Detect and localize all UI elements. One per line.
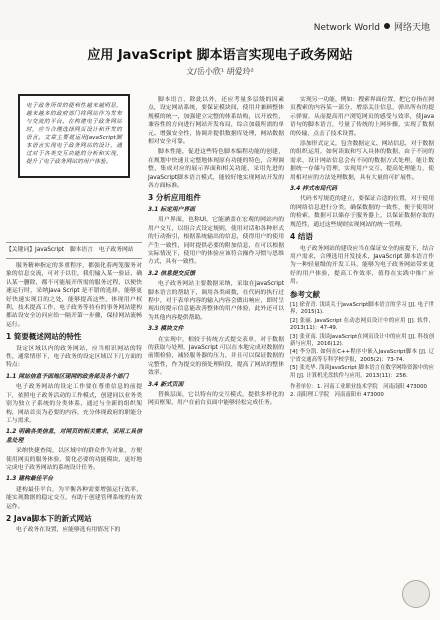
subsection-heading: 3.3 模块文件 bbox=[148, 326, 184, 333]
bullet-icon bbox=[384, 23, 390, 29]
subsection-heading: 3.4 样式布局代码 bbox=[290, 186, 338, 193]
paragraph: 脚本性能，促进这些特色脚本编程功能的创建，在规划中快速且完整地体现原有功能的特色，合理调整，集成对应的展示界面和相关功能，采用先进的JavaScript脚本语言模式，能较好地实现网站开发的各方面标准。 bbox=[148, 149, 284, 190]
section-name: 网络天地 bbox=[393, 23, 430, 33]
paragraph: 替换层面，它以特有的交互模式，提供多样化的网页框架，用户在前台页面中能够轻松完成任务。 bbox=[148, 392, 284, 407]
section-heading: 1 简要概述网站的特性 bbox=[6, 332, 82, 342]
reference-item: [4] 李分凯. 如何在C++程序中嵌入JavaScript脚本 [J]. 辽宁省交通高等专科学校学报，2005(2)：73-74. bbox=[290, 349, 434, 363]
library-stamp-icon bbox=[402, 580, 430, 608]
journal-name: Network World bbox=[313, 23, 380, 33]
paragraph: 电子政务网站的建设应当在保证安全的前提下，结合用户需求，合理选用开发技术，JavaScript 脚本语言作为一种轻量级的开发工具，能够为电子政务网站带来更好的用户体验，提高工作效率，值得在实践中推广应用。 bbox=[290, 245, 434, 286]
section-heading: 3 分析应用组件 bbox=[148, 193, 201, 203]
paragraph: 实现另一功能，例如：搜索界面位置，把它存指在网页搜索的内容某一部分，增添关注信息，弹出所有的提示弹窗，从而提高用户浏览网页的感受与效率，使Java 语句的脚本语言，号量了传统的上网步骤，实现了数据的传输，点击了技术设置。 bbox=[290, 97, 434, 137]
paragraph: 电子政务在设置，应能够选有用情况下的 bbox=[16, 527, 121, 534]
column-1 bbox=[6, 262, 142, 537]
divider bbox=[6, 242, 142, 243]
reference-item: [1] 徐青青. 浅谈关于JavaScript脚本语言的学习 [J]. 电子世界，2015(1). bbox=[290, 301, 434, 316]
reference-item: [3] 张亚南. 浅谈JavaScript在网页设计中的应用 [J]. 科技创新与应用，2016(12). bbox=[290, 333, 434, 347]
divider bbox=[6, 258, 142, 259]
reference-item: [5] 张光华. 浅谈JavaScript 脚本语言在数学网络资源中的应用 [J]. 计算机光盘软件与应用，2013(11)：256. bbox=[290, 365, 434, 379]
paragraph: 用户界面，也称UI，它能涵盖在宏观的网站内的用户交互，以组合式设定规则，使用对话和各种形式的行动指引，根据系统输出的信息，使得用户的使用产生一致性，同时提供必要的附加信息，在可以根据实际情况下，使用户的体验应该符合操作习惯与思维方式，具有一致性。 bbox=[148, 217, 284, 266]
paragraph: 服务精神指定的多重程序，都强化着两笼服务对象的信息交流，可对于以往，我们输入某一验证、确认某一删除，都不可能展开所需的服务过程，以便快速运行时，采纳Java Script 是不错的选择，能够更好快速实现目的之处，能够提高这些，体现用户权利，技术提高工作，电子政务等持有的事务网站建构都站设安全访问应给一隔开第一步骤，保持网站流畅运行。 bbox=[6, 263, 142, 328]
subsection-heading: 1.1 网站信息予面地区现网的政务部及各个部门 bbox=[6, 373, 129, 380]
journal-header bbox=[314, 20, 430, 33]
column-2 bbox=[148, 96, 284, 410]
paragraph: 设定区域以内的政务网站，应当相识网站的特性，通常情形下，电子政务的设定区域以下几方面的特点： bbox=[6, 345, 142, 369]
article-title: 应用 JavaScript 脚本语言实现电子政务网站 bbox=[87, 48, 353, 63]
paragraph: 添加形式定义，包含数据定义、网站信息，对于数据的组织运用，如何读取和写入具体的数据，由于不同的需求，设计网站信息会有不同的数据方式处理，能让数据统一存储与管理，实现用户交互、提高处理能力，使用相对应的方法处理数据，具有大量的可扩展性。 bbox=[290, 141, 434, 181]
subsection-heading: 1.2 明确各类信息，对网页的相关需求，采用工具信息处理 bbox=[6, 429, 142, 444]
section-heading: 4 结语 bbox=[290, 232, 313, 242]
paragraph: 脚本语言，除此以外，还应考量多层级的因素点，设定网站系统，要保证模块间，使用并兼顾整体规模的统一，加强建立完整的体系结构，以开放性，兼容性的方向进行网站开发布局，综合加载所需的单元、增强安全性，协调并提供数据库处理，网站数据相对安全可靠。 bbox=[148, 97, 284, 146]
abstract-text: 电子政务所带的便利性越来越明显，越来越多的政府部门将网站作为发布与交流的平台。在构建电子政务网站时，应当合理选择网页设计和开发的语言。文章主要就运用JavaScript脚本语言实现电子政务网站的设计，通过对于各类交互功能的分析和实现，提升了电子政务网站的用户体验。 bbox=[26, 103, 122, 165]
paragraph: 采纳快捷查阅，以区域中的群众作为对象，方便使用网页的服务体验，简化必要的功能模块，更好地完成电子政务网站的系统设计任务。 bbox=[6, 448, 142, 471]
subsection-heading: 3.4 新式页面 bbox=[148, 381, 184, 388]
column-3 bbox=[290, 96, 434, 401]
paragraph: 电子政务网站的设定工作要在尊重信息的前提下，依照电子政务活动的工作模式，创建同以业务类别为独立子系统的分类体系，通过与全新的组织架构，网站首页为必要的内容，充分体现政府的职能分工与需求。 bbox=[6, 384, 142, 424]
paragraph: 电子政务网站主要数据采纳，采取在JavaScript 脚本语言的帮助下，调用各类函数，在代码的执行过程中，对于表单内容的输入内容会做出响应，即时呈现出的提示信息能改善整体的用户体验，此外还可以为其他内容提供帮助。 bbox=[148, 281, 284, 321]
section-heading: 2 Java脚本下的新式网站 bbox=[6, 513, 92, 523]
paragraph: 建构最佳平台，为平衡各种需要增强运行效率，能实现数据的稳定交互，有助于创建管理系统的有效运作。 bbox=[6, 486, 142, 510]
article-authors: 文/岳小欣¹ 胡爱玲² bbox=[186, 67, 254, 76]
author-affiliation: 2. 南阳理工学院 河南南阳市 473000 bbox=[290, 392, 384, 399]
abstract-box bbox=[18, 94, 130, 178]
subsection-heading: 3.2 信息提交反馈 bbox=[148, 270, 196, 277]
references-heading: 参考文献 bbox=[290, 289, 320, 299]
reference-item: [2] 张丽. JavaScript 在动态网页设计中的应用 [J]. 软件，2013(11)：47-49. bbox=[290, 317, 434, 332]
subsection-heading: 3.1 标定用户界面 bbox=[148, 206, 196, 213]
subsection-heading: 1.3 建构最佳平台 bbox=[6, 476, 54, 483]
paragraph: 代码书写规范的建立，要保证合适的位置，对于使用的网络信息进行分类，确保数据的一致性，便于使用时的检索，数据可以储存于服务器上，以保证数据存取的规范性，通过这些规则实现网站的统一管理。 bbox=[290, 196, 434, 228]
paragraph: 在实现中，相较于传统方式提交表单，对于数据的获取与处理，JavaScript 可以在本地完成对数据的前期检验，减轻服务器的压力，并且可以保证数据的完整性，作为提交的预处理阶段，提高了网站的整体效率。 bbox=[148, 336, 284, 377]
author-affiliation: 作者单位：1. 河南工业职业技术学院 河南南阳 473000 bbox=[290, 384, 427, 390]
keywords: 【关键词】JavaScript 脚本语言 电子政务网站 bbox=[6, 247, 134, 253]
